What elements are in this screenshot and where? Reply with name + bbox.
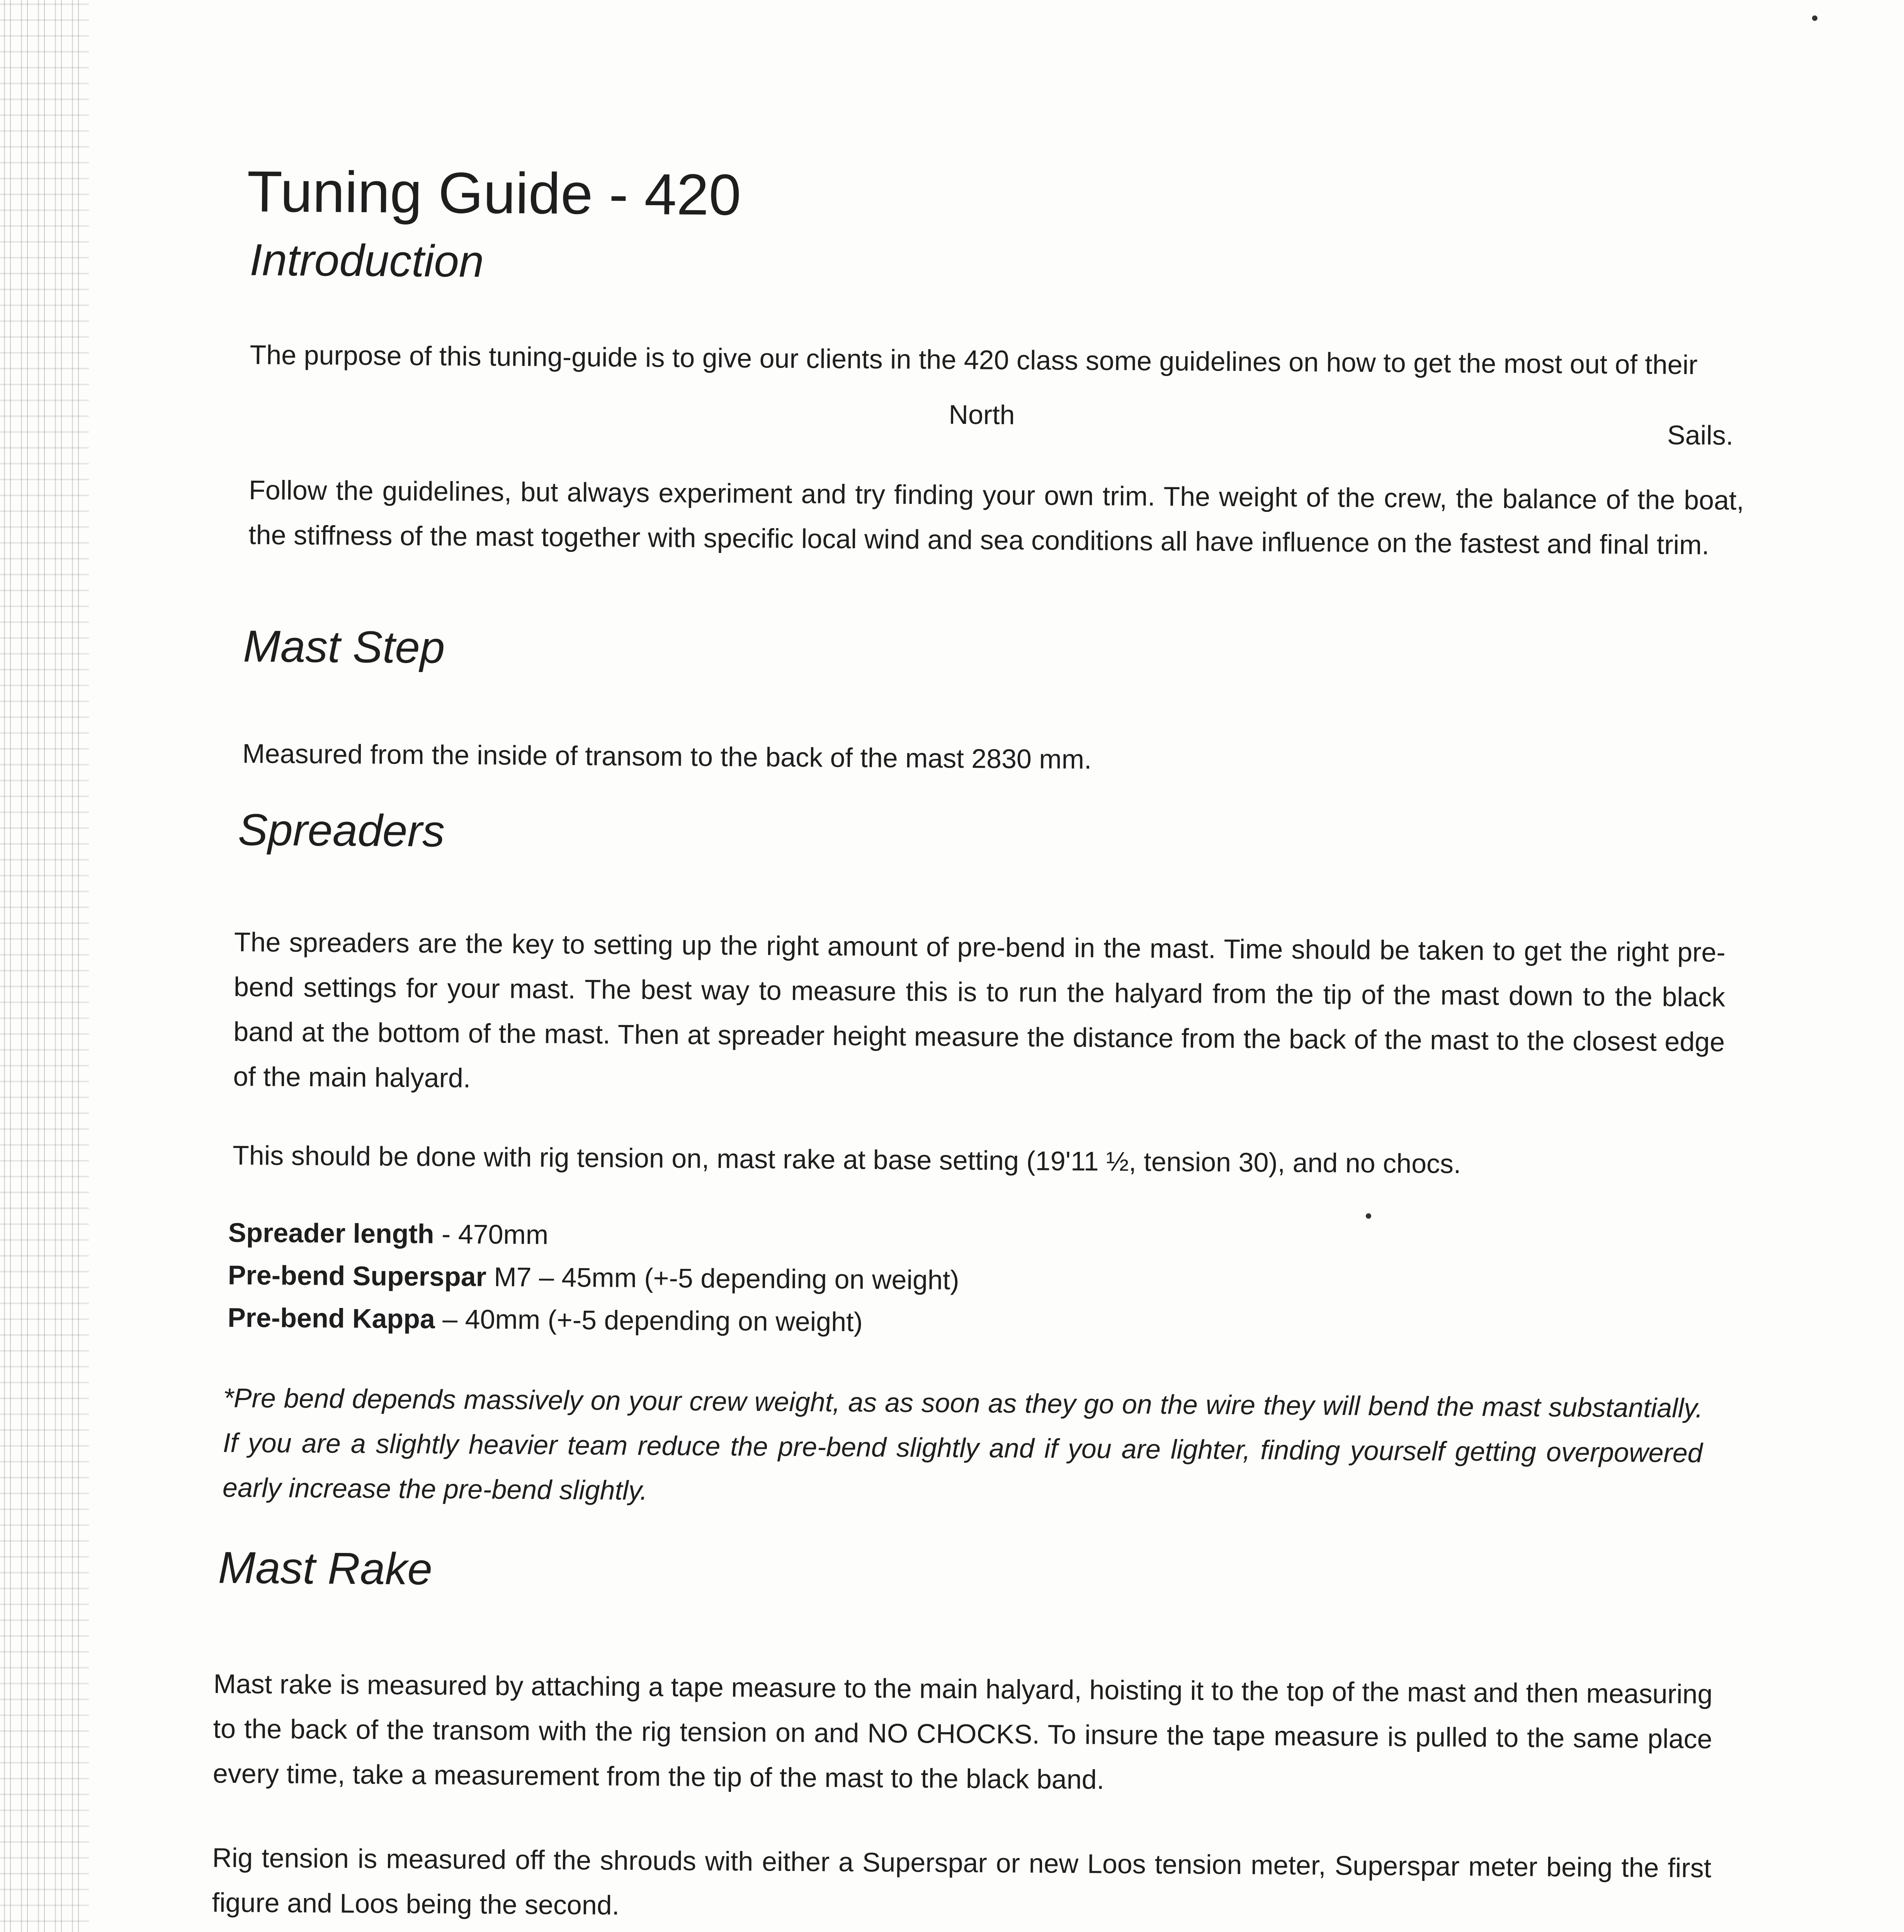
section-heading-introduction: Introduction [249,235,484,287]
spreaders-paragraph-2: This should be done with rig tension on, mast rake at base setting (19'11 ½, tension 30), and no chocs. [232,1140,1461,1179]
section-heading-spreaders: Spreaders [238,804,445,856]
scan-speck [1812,15,1817,21]
spreaders-note: *Pre bend depends massively on your crew weight, as as soon as they go on the wire they will bend the mast substantially. If you are a slightly heavier team reduce the pre-bend slightly and if you are lighter, finding yourself getting overpowered early increase the pre-bend slightly. [222,1383,1703,1506]
spec-value: M7 – 45mm (+-5 depending on weight) [486,1262,959,1295]
mast-step-text: Measured from the inside of transom to the back of the mast 2830 mm. [242,738,1092,775]
spec-spreader-length [228,1217,548,1250]
mast-rake-paragraph-1: Mast rake is measured by attaching a tape measure to the main halyard, hoisting it to the top of the mast and then measuring to the back of the transom with the rig tension on and NO CHOCKS. To insure the tape measure is pulled to the same place every time, take a measurement from the tip of the mast to the black band. [212,1668,1713,1795]
spec-prebend-superspar [228,1260,959,1296]
intro-paragraph-1-sails: Sails. [1667,420,1734,451]
spec-label: Spreader length [228,1217,434,1249]
spec-value: - 470mm [434,1219,549,1250]
document-title: Tuning Guide - 420 [246,159,741,227]
spec-prebend-kappa [228,1302,863,1337]
spec-value: – 40mm (+-5 depending on weight) [435,1304,863,1337]
section-heading-mast-step: Mast Step [243,621,445,673]
mast-rake-paragraph-2: Rig tension is measured off the shrouds with either a Superspar or new Loos tension meter, Superspar meter being the first figure and Loos being the second. [212,1842,1712,1920]
intro-paragraph-2: Follow the guidelines, but always experiment and try finding your own trim. The weight of the crew, the balance of the boat, the stiffness of the mast together with specific local wind and sea conditions all have influence on the fastest and final trim. [248,475,1744,560]
document-body [212,159,1746,1920]
spreaders-paragraph-1: The spreaders are the key to setting up the right amount of pre-bend in the mast. Time should be taken to get the right pre-bend settings for your mast. The best way to measure this is to run the halyard from the tip of the mast down to the black band at the bottom of the mast. Then at spreader height measure the distance from the back of the mast to the closest edge of the main halyard. [233,927,1726,1094]
scan-binding-edge [0,0,89,1932]
spec-label: Pre-bend Kappa [227,1302,435,1334]
intro-paragraph-1 [250,332,1745,388]
spec-label: Pre-bend Superspar [228,1260,487,1292]
intro-paragraph-1-start: The purpose of this tuning-guide is to give our clients in the 420 class some guidelines on how to get the most out of their [250,340,1698,380]
section-heading-mast-rake: Mast Rake [218,1542,433,1594]
intro-paragraph-1-north: North [949,399,1015,430]
scan-speck [1366,1213,1371,1219]
